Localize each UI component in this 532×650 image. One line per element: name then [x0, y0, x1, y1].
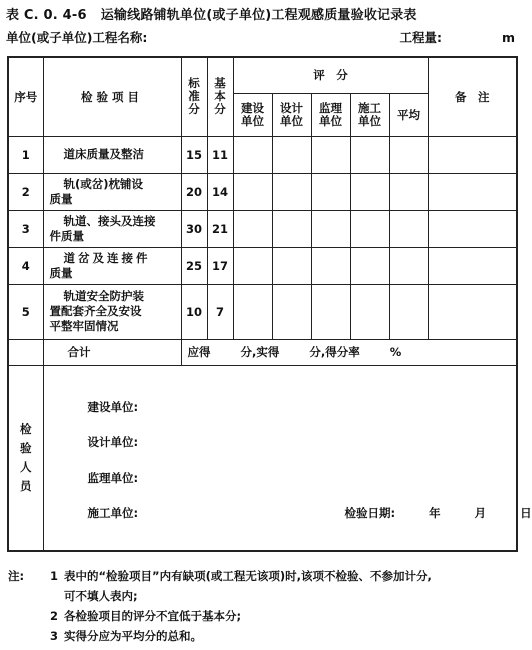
score-cell[interactable]	[389, 173, 428, 210]
inspectors-signatures	[43, 365, 532, 551]
row-std-score: 20	[181, 173, 207, 210]
score-cell[interactable]	[350, 173, 389, 210]
total-label: 合计	[43, 339, 181, 365]
row-std-score: 10	[181, 284, 207, 339]
score-cell[interactable]	[311, 247, 350, 284]
header-seq: 序号	[8, 57, 43, 136]
header-rating-designer: 设计 单位	[272, 93, 311, 136]
score-cell[interactable]	[272, 136, 311, 173]
row-item: 轨道、接头及连接 件质量	[43, 210, 181, 247]
row-base-score: 14	[207, 173, 233, 210]
note-item: 2 各检验项目的评分不宜低于基本分;	[49, 609, 242, 623]
row-item: 轨道安全防护装 置配套齐全及安设 平整牢固情况	[43, 284, 181, 339]
row-seq: 1	[8, 136, 43, 173]
score-cell[interactable]	[233, 210, 272, 247]
constructor-sign-field[interactable]: 施工单位:	[87, 505, 139, 520]
table-row	[8, 210, 517, 247]
score-cell[interactable]	[272, 284, 311, 339]
remark-cell[interactable]	[428, 136, 517, 173]
acceptance-table	[7, 56, 532, 552]
header-rating-average: 平均	[389, 93, 428, 136]
form-title	[6, 4, 417, 23]
project-name-label: 单位(或子单位)工程名称:	[6, 30, 148, 45]
row-item: 道岔及连接件 质量	[43, 247, 181, 284]
table-row	[8, 173, 517, 210]
quantity-label: 工程量:	[399, 30, 442, 45]
score-cell[interactable]	[389, 247, 428, 284]
table-row	[8, 284, 517, 339]
score-cell[interactable]	[233, 284, 272, 339]
row-item: 轨(或岔)枕铺设 质量	[43, 173, 181, 210]
table-row	[8, 136, 517, 173]
remark-cell[interactable]	[428, 284, 517, 339]
header-remark: 备 注	[428, 57, 517, 136]
header-base-score: 基 本 分	[207, 57, 233, 136]
table-title-text: 运输线路铺轨单位(或子单位)工程观感质量验收记录表	[100, 8, 417, 23]
score-cell[interactable]	[389, 210, 428, 247]
total-row	[8, 339, 517, 365]
row-item: 道床质量及整洁	[43, 136, 181, 173]
quantity-unit: m	[501, 30, 515, 45]
score-cell[interactable]	[350, 247, 389, 284]
score-cell[interactable]	[311, 173, 350, 210]
row-std-score: 30	[181, 210, 207, 247]
total-summary: 应得 分,实得 分,得分率 %	[181, 339, 517, 365]
remark-cell[interactable]	[428, 173, 517, 210]
notes	[8, 566, 432, 646]
score-cell[interactable]	[311, 136, 350, 173]
header-item: 检验项目	[43, 57, 181, 136]
table-row	[8, 247, 517, 284]
score-cell[interactable]	[272, 210, 311, 247]
inspectors-label: 检 验 人 员	[8, 365, 43, 551]
header-rating: 评 分	[233, 57, 428, 93]
row-std-score: 25	[181, 247, 207, 284]
remark-cell[interactable]	[428, 247, 517, 284]
score-cell[interactable]	[389, 284, 428, 339]
note-item-continuation: 可不填人表内;	[64, 589, 138, 603]
score-cell[interactable]	[389, 136, 428, 173]
score-cell[interactable]	[272, 173, 311, 210]
header-rating-supervisor: 监理 单位	[311, 93, 350, 136]
table-code: 表 C. 0. 4-6	[6, 8, 87, 23]
builder-sign-field[interactable]: 建设单位:	[87, 399, 139, 414]
header-rating-constructor: 施工 单位	[350, 93, 389, 136]
score-cell[interactable]	[233, 136, 272, 173]
inspection-date-field[interactable]: 检验日期: 年 月 日	[344, 505, 532, 520]
score-cell[interactable]	[350, 284, 389, 339]
row-base-score: 7	[207, 284, 233, 339]
score-cell[interactable]	[233, 247, 272, 284]
row-std-score: 15	[181, 136, 207, 173]
row-base-score: 21	[207, 210, 233, 247]
note-item: 注: 1 表中的“检验项目”内有缺项(或工程无该项)时,该项不检验、不参加计分,	[40, 566, 432, 586]
row-seq: 4	[8, 247, 43, 284]
header-std-score: 标 准 分	[181, 57, 207, 136]
score-cell[interactable]	[311, 210, 350, 247]
score-cell[interactable]	[311, 284, 350, 339]
remark-cell[interactable]	[428, 210, 517, 247]
inspectors-row	[8, 365, 517, 551]
score-cell[interactable]	[233, 173, 272, 210]
score-cell[interactable]	[350, 136, 389, 173]
row-seq: 3	[8, 210, 43, 247]
designer-sign-field[interactable]: 设计单位:	[87, 434, 139, 449]
header-rating-builder: 建设 单位	[233, 93, 272, 136]
notes-label: 注:	[8, 569, 25, 583]
score-cell[interactable]	[272, 247, 311, 284]
row-seq: 2	[8, 173, 43, 210]
score-cell[interactable]	[350, 210, 389, 247]
quantity-field	[399, 28, 515, 46]
row-base-score: 17	[207, 247, 233, 284]
row-seq: 5	[8, 284, 43, 339]
supervisor-sign-field[interactable]: 监理单位:	[87, 470, 139, 485]
row-base-score: 11	[207, 136, 233, 173]
note-item: 3 实得分应为平均分的总和。	[49, 629, 202, 643]
